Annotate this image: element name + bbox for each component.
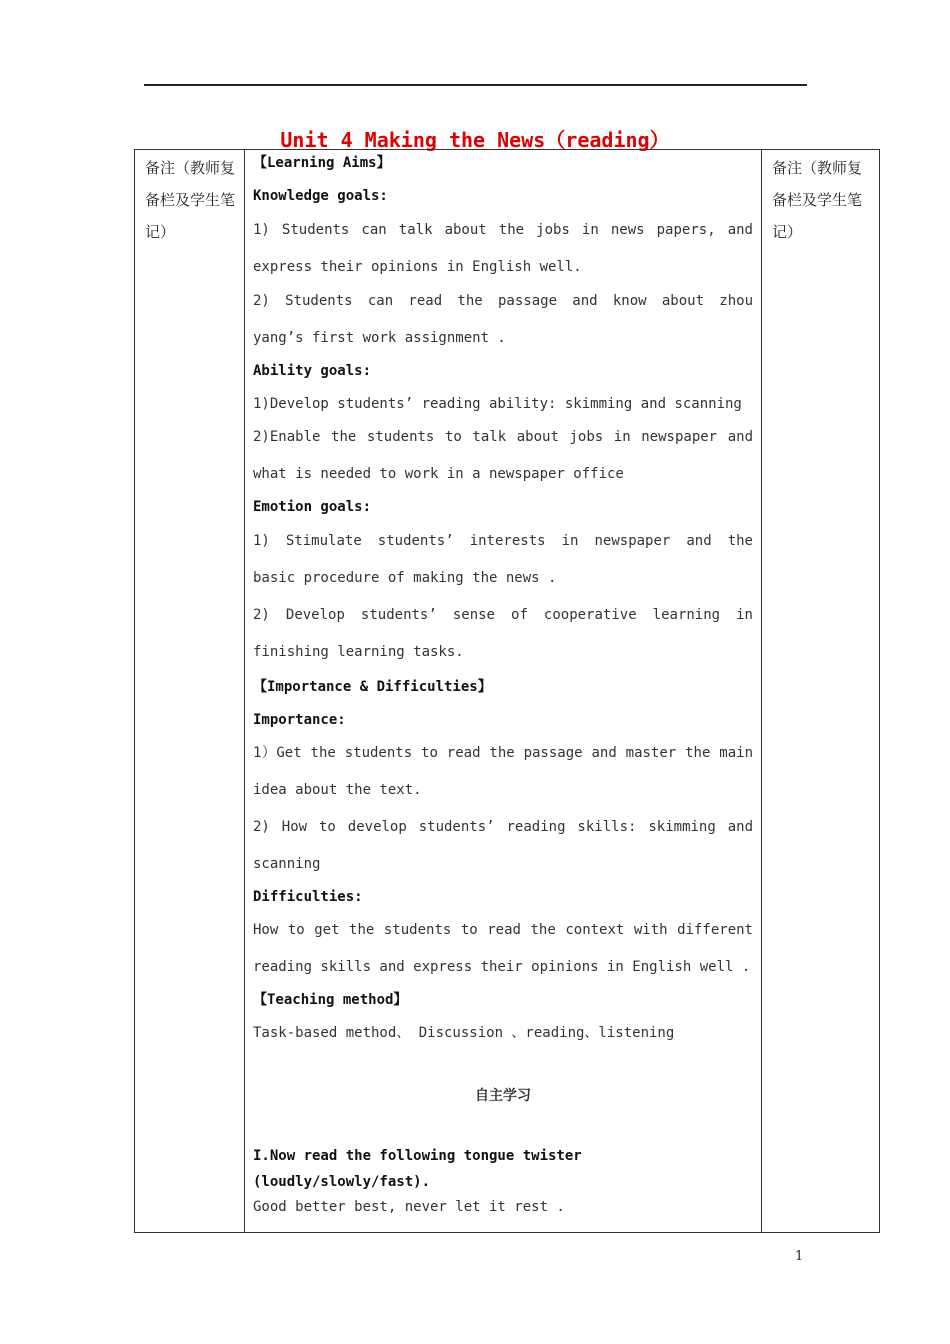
emotion-item-1b: basic procedure of making the news . (253, 570, 557, 586)
right-note-text: 备注（教师复备栏及学生笔记） (772, 159, 863, 241)
ability-item-1: 1)Develop students’ reading ability: skimming and scanning (253, 396, 742, 412)
emotion-item-2a: 2) Develop students’ sense of cooperative learning in (253, 607, 753, 623)
ability-goals-label: Ability goals: (253, 363, 372, 379)
knowledge-item-1b: express their opinions in English well. (253, 259, 582, 275)
knowledge-goals-label: Knowledge goals: (253, 188, 388, 204)
emotion-item-1a: 1) Stimulate students’ interests in newspaper and the (253, 533, 753, 549)
difficulties-text-b: reading skills and express their opinions in English well . (253, 959, 751, 975)
left-note-text: 备注（教师复备栏及学生笔记） (145, 159, 236, 241)
ability-item-2b: what is needed to work in a newspaper office (253, 466, 624, 482)
teaching-method-heading: 【Teaching method】 (253, 992, 408, 1008)
tongue-twister-text: Good better best, never let it rest . (253, 1199, 565, 1215)
teaching-method-text: Task-based method、 Discussion 、reading、listening (253, 1025, 675, 1041)
difficulties-text-a: How to get the students to read the context with different (253, 922, 753, 938)
left-notes-column (135, 150, 245, 1233)
knowledge-item-1a: 1) Students can talk about the jobs in news papers, and (253, 222, 753, 238)
importance-difficulties-heading: 【Importance & Difficulties】 (253, 679, 492, 695)
importance-item-2a: 2) How to develop students’ reading skills: skimming and (253, 819, 753, 835)
knowledge-item-2b: yang’s first work assignment . (253, 330, 506, 346)
self-study-heading: 自主学习 (475, 1088, 531, 1104)
knowledge-item-2a: 2) Students can read the passage and know about zhou (253, 293, 753, 309)
importance-item-1a: 1）Get the students to read the passage and master the main (253, 745, 753, 761)
page-number: 1 (795, 1249, 804, 1264)
emotion-item-2b: finishing learning tasks. (253, 644, 464, 660)
right-notes-column (762, 150, 880, 1233)
difficulties-label: Difficulties: (253, 889, 363, 905)
page-title: Unit 4 Making the News（reading） (280, 128, 670, 152)
importance-item-2b: scanning (253, 856, 321, 872)
importance-item-1b: idea about the text. (253, 782, 422, 798)
importance-label: Importance: (253, 712, 346, 728)
emotion-goals-label: Emotion goals: (253, 499, 372, 515)
lesson-table (134, 149, 880, 1233)
header-rule (144, 84, 807, 86)
main-content-column: 【Learning Aims】 Knowledge goals: 1) Students can talk about the jobs in news papers, and express their opinions in English well. 2) Students can read the passage and know about zhou yang’s first work assignment . Ability goals: 1)Develop students’ reading ability: skimming and scanning 2)Enable the students to talk about jobs in newspaper and what is needed to work in a newspaper office Emotion goals: 1) Stimulate students’ interests in newspaper and the basic procedure of making the news . 2) Develop students’ sense of cooperative learning in finishing learning tasks. 【Importance & Difficulties】 Importance: 1）Get the students to read the passage and master the main idea about the text. 2) How to develop students’ reading skills: skimming and scanning Difficulties: How to get the students to read the context with different reading skills and express their opinions in English well . 【Teaching method】 Task-based method、 Discussion 、reading、listening 自主学习 I.Now read the following tongue twister (loudly/slowly/fast). Good better best, never let it rest . (245, 150, 762, 1233)
ability-item-2a: 2)Enable the students to talk about jobs in newspaper and (253, 429, 753, 445)
learning-aims-heading: 【Learning Aims】 (253, 155, 391, 171)
tongue-twister-task-a: I.Now read the following tongue twister (253, 1148, 582, 1164)
